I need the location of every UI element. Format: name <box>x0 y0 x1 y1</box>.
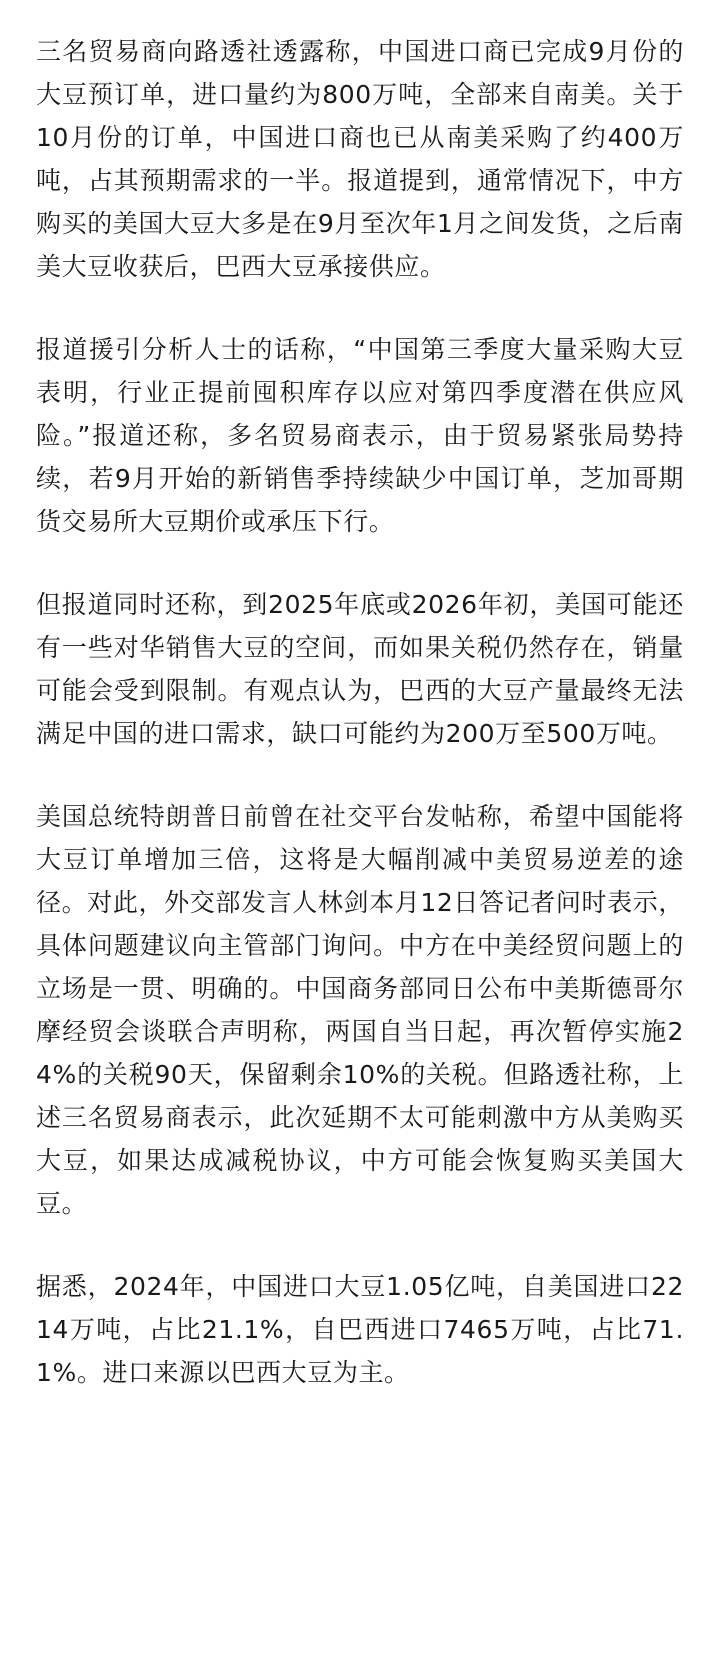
article-paragraph-5: 据悉，2024年，中国进口大豆1.05亿吨，自美国进口2214万吨，占比21.1%，自巴西进口7465万吨，占比71.1%。进口来源以巴西大豆为主。 <box>36 1272 684 1387</box>
article-paragraph-4: 美国总统特朗普日前曾在社交平台发帖称，希望中国能将大豆订单增加三倍，这将是大幅削减中美贸易逆差的途径。对此，外交部发言人林剑本月12日答记者问时表示，具体问题建议向主管部门询问。中方在中美经贸问题上的立场是一贯、明确的。中国商务部同日公布中美斯德哥尔摩经贸会谈联合声明称，两国自当日起，再次暂停实施24%的关税90天，保留剩余10%的关税。但路透社称，上述三名贸易商表示，此次延期不太可能刺激中方从美购买大豆，如果达成减税协议，中方可能会恢复购买美国大豆。 <box>36 802 684 1218</box>
article-paragraph-3: 但报道同时还称，到2025年底或2026年初，美国可能还有一些对华销售大豆的空间，而如果关税仍然存在，销量可能会受到限制。有观点认为，巴西的大豆产量最终无法满足中国的进口需求，缺口可能约为200万至500万吨。 <box>36 590 684 748</box>
article-paragraph-2: 报道援引分析人士的话称，“中国第三季度大量采购大豆表明，行业正提前囤积库存以应对第四季度潜在供应风险。”报道还称，多名贸易商表示，由于贸易紧张局势持续，若9月开始的新销售季持续缺少中国订单，芝加哥期货交易所大豆期价或承压下行。 <box>36 335 684 536</box>
article-paragraph-1: 三名贸易商向路透社透露称，中国进口商已完成9月份的大豆预订单，进口量约为800万吨，全部来自南美。关于10月份的订单，中国进口商也已从南美采购了约400万吨，占其预期需求的一半。报道提到，通常情况下，中方购买的美国大豆大多是在9月至次年1月之间发货，之后南美大豆收获后，巴西大豆承接供应。 <box>36 37 684 281</box>
